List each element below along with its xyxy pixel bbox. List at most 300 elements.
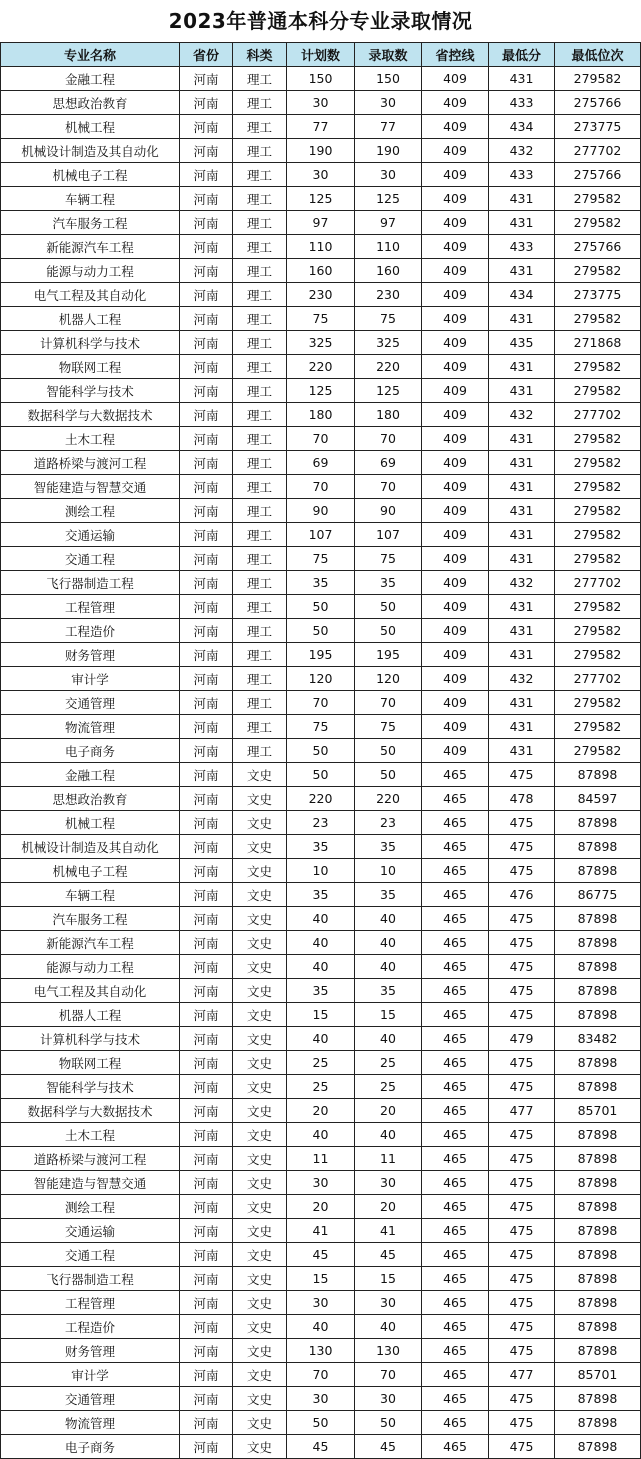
cell-admitted-count: 30	[355, 163, 422, 187]
cell-min-rank: 87898	[555, 835, 641, 859]
cell-min-score: 432	[489, 139, 555, 163]
cell-major: 金融工程	[1, 67, 180, 91]
column-header-min-rank: 最低位次	[555, 43, 641, 67]
cell-plan-count: 50	[287, 763, 355, 787]
cell-min-score: 432	[489, 667, 555, 691]
cell-admitted-count: 40	[355, 931, 422, 955]
cell-category: 文史	[233, 1195, 287, 1219]
admission-table	[0, 42, 641, 1459]
cell-category: 文史	[233, 1291, 287, 1315]
cell-min-rank: 84597	[555, 787, 641, 811]
cell-control-line: 465	[422, 1075, 489, 1099]
cell-admitted-count: 50	[355, 595, 422, 619]
cell-plan-count: 180	[287, 403, 355, 427]
cell-category: 理工	[233, 283, 287, 307]
cell-min-rank: 279582	[555, 67, 641, 91]
cell-min-rank: 277702	[555, 403, 641, 427]
cell-control-line: 409	[422, 259, 489, 283]
cell-min-score: 475	[489, 763, 555, 787]
cell-province: 河南	[180, 307, 233, 331]
table-row	[1, 1411, 641, 1435]
cell-province: 河南	[180, 979, 233, 1003]
cell-min-rank: 87898	[555, 1291, 641, 1315]
cell-control-line: 409	[422, 547, 489, 571]
cell-min-rank: 275766	[555, 235, 641, 259]
cell-control-line: 409	[422, 571, 489, 595]
cell-admitted-count: 190	[355, 139, 422, 163]
cell-major: 工程管理	[1, 595, 180, 619]
cell-admitted-count: 50	[355, 619, 422, 643]
cell-major: 智能科学与技术	[1, 1075, 180, 1099]
cell-admitted-count: 120	[355, 667, 422, 691]
cell-major: 机械电子工程	[1, 859, 180, 883]
cell-major: 机器人工程	[1, 1003, 180, 1027]
table-row	[1, 571, 641, 595]
cell-major: 道路桥梁与渡河工程	[1, 1147, 180, 1171]
cell-min-rank: 87898	[555, 1315, 641, 1339]
cell-min-score: 475	[489, 1123, 555, 1147]
cell-min-score: 475	[489, 1003, 555, 1027]
cell-province: 河南	[180, 475, 233, 499]
cell-plan-count: 125	[287, 187, 355, 211]
column-header-major: 专业名称	[1, 43, 180, 67]
table-row	[1, 1339, 641, 1363]
cell-plan-count: 110	[287, 235, 355, 259]
cell-major: 思想政治教育	[1, 91, 180, 115]
cell-admitted-count: 40	[355, 907, 422, 931]
cell-min-rank: 275766	[555, 91, 641, 115]
cell-min-score: 431	[489, 427, 555, 451]
cell-category: 理工	[233, 499, 287, 523]
cell-control-line: 465	[422, 1387, 489, 1411]
table-row	[1, 1075, 641, 1099]
cell-control-line: 409	[422, 115, 489, 139]
column-header-min-score: 最低分	[489, 43, 555, 67]
table-body	[1, 67, 641, 1459]
cell-plan-count: 125	[287, 379, 355, 403]
cell-admitted-count: 70	[355, 475, 422, 499]
cell-control-line: 409	[422, 715, 489, 739]
cell-min-rank: 279582	[555, 475, 641, 499]
table-row	[1, 235, 641, 259]
cell-province: 河南	[180, 1387, 233, 1411]
cell-plan-count: 40	[287, 1123, 355, 1147]
cell-province: 河南	[180, 187, 233, 211]
cell-category: 文史	[233, 1123, 287, 1147]
cell-plan-count: 40	[287, 931, 355, 955]
cell-category: 文史	[233, 1051, 287, 1075]
cell-plan-count: 40	[287, 1315, 355, 1339]
cell-admitted-count: 40	[355, 955, 422, 979]
cell-admitted-count: 97	[355, 211, 422, 235]
cell-category: 理工	[233, 91, 287, 115]
cell-admitted-count: 15	[355, 1267, 422, 1291]
cell-category: 理工	[233, 643, 287, 667]
cell-major: 机器人工程	[1, 307, 180, 331]
cell-admitted-count: 45	[355, 1435, 422, 1459]
cell-major: 审计学	[1, 667, 180, 691]
cell-province: 河南	[180, 835, 233, 859]
cell-major: 交通管理	[1, 691, 180, 715]
cell-control-line: 465	[422, 1219, 489, 1243]
cell-control-line: 465	[422, 1195, 489, 1219]
cell-min-score: 435	[489, 331, 555, 355]
cell-min-score: 478	[489, 787, 555, 811]
table-row	[1, 499, 641, 523]
cell-major: 测绘工程	[1, 499, 180, 523]
cell-category: 理工	[233, 667, 287, 691]
cell-plan-count: 70	[287, 475, 355, 499]
cell-min-score: 432	[489, 571, 555, 595]
cell-plan-count: 25	[287, 1051, 355, 1075]
cell-min-score: 477	[489, 1363, 555, 1387]
cell-category: 文史	[233, 763, 287, 787]
cell-category: 理工	[233, 403, 287, 427]
cell-major: 能源与动力工程	[1, 955, 180, 979]
table-row	[1, 1219, 641, 1243]
table-row	[1, 427, 641, 451]
cell-min-rank: 87898	[555, 1339, 641, 1363]
cell-major: 测绘工程	[1, 1195, 180, 1219]
cell-plan-count: 35	[287, 835, 355, 859]
cell-province: 河南	[180, 235, 233, 259]
cell-major: 车辆工程	[1, 187, 180, 211]
cell-plan-count: 107	[287, 523, 355, 547]
cell-min-score: 475	[489, 1219, 555, 1243]
table-row	[1, 403, 641, 427]
cell-admitted-count: 40	[355, 1315, 422, 1339]
cell-min-rank: 86775	[555, 883, 641, 907]
table-row	[1, 187, 641, 211]
cell-min-score: 475	[489, 979, 555, 1003]
cell-admitted-count: 220	[355, 787, 422, 811]
cell-control-line: 409	[422, 739, 489, 763]
table-row	[1, 595, 641, 619]
cell-province: 河南	[180, 739, 233, 763]
cell-plan-count: 70	[287, 691, 355, 715]
cell-province: 河南	[180, 859, 233, 883]
cell-min-rank: 279582	[555, 211, 641, 235]
cell-major: 工程管理	[1, 1291, 180, 1315]
cell-category: 理工	[233, 691, 287, 715]
cell-major: 新能源汽车工程	[1, 235, 180, 259]
table-row	[1, 739, 641, 763]
cell-min-rank: 279582	[555, 523, 641, 547]
cell-min-score: 475	[489, 835, 555, 859]
cell-plan-count: 97	[287, 211, 355, 235]
table-row	[1, 811, 641, 835]
cell-plan-count: 23	[287, 811, 355, 835]
cell-admitted-count: 35	[355, 979, 422, 1003]
cell-category: 理工	[233, 427, 287, 451]
cell-min-score: 475	[489, 1147, 555, 1171]
cell-min-score: 431	[489, 451, 555, 475]
cell-category: 理工	[233, 307, 287, 331]
cell-province: 河南	[180, 571, 233, 595]
cell-control-line: 465	[422, 1435, 489, 1459]
table-row	[1, 355, 641, 379]
cell-province: 河南	[180, 883, 233, 907]
cell-plan-count: 160	[287, 259, 355, 283]
table-row	[1, 1195, 641, 1219]
cell-category: 文史	[233, 931, 287, 955]
cell-plan-count: 70	[287, 1363, 355, 1387]
cell-control-line: 465	[422, 1099, 489, 1123]
cell-major: 机械工程	[1, 811, 180, 835]
cell-category: 理工	[233, 619, 287, 643]
cell-category: 文史	[233, 1219, 287, 1243]
cell-plan-count: 40	[287, 955, 355, 979]
table-row	[1, 1147, 641, 1171]
cell-province: 河南	[180, 331, 233, 355]
cell-major: 交通工程	[1, 1243, 180, 1267]
cell-min-score: 475	[489, 1267, 555, 1291]
cell-province: 河南	[180, 715, 233, 739]
cell-major: 机械设计制造及其自动化	[1, 835, 180, 859]
cell-min-score: 431	[489, 307, 555, 331]
table-row	[1, 307, 641, 331]
cell-major: 交通工程	[1, 547, 180, 571]
cell-province: 河南	[180, 403, 233, 427]
cell-min-rank: 279582	[555, 307, 641, 331]
cell-major: 财务管理	[1, 1339, 180, 1363]
cell-category: 理工	[233, 739, 287, 763]
cell-admitted-count: 30	[355, 1171, 422, 1195]
cell-control-line: 409	[422, 355, 489, 379]
table-row	[1, 547, 641, 571]
table-row	[1, 979, 641, 1003]
cell-control-line: 465	[422, 835, 489, 859]
cell-plan-count: 195	[287, 643, 355, 667]
cell-control-line: 409	[422, 235, 489, 259]
cell-min-rank: 83482	[555, 1027, 641, 1051]
cell-category: 理工	[233, 379, 287, 403]
cell-major: 物流管理	[1, 1411, 180, 1435]
table-row	[1, 475, 641, 499]
cell-min-rank: 279582	[555, 643, 641, 667]
cell-admitted-count: 20	[355, 1195, 422, 1219]
cell-province: 河南	[180, 811, 233, 835]
cell-min-score: 479	[489, 1027, 555, 1051]
cell-province: 河南	[180, 1411, 233, 1435]
cell-province: 河南	[180, 643, 233, 667]
header-row	[1, 43, 641, 67]
cell-major: 电子商务	[1, 739, 180, 763]
cell-category: 文史	[233, 1363, 287, 1387]
cell-category: 理工	[233, 115, 287, 139]
cell-admitted-count: 50	[355, 763, 422, 787]
cell-plan-count: 50	[287, 1411, 355, 1435]
cell-major: 飞行器制造工程	[1, 571, 180, 595]
cell-major: 审计学	[1, 1363, 180, 1387]
cell-category: 理工	[233, 571, 287, 595]
cell-min-score: 475	[489, 1387, 555, 1411]
cell-plan-count: 30	[287, 1387, 355, 1411]
cell-category: 理工	[233, 523, 287, 547]
cell-plan-count: 220	[287, 787, 355, 811]
table-row	[1, 955, 641, 979]
cell-admitted-count: 195	[355, 643, 422, 667]
cell-plan-count: 325	[287, 331, 355, 355]
cell-admitted-count: 70	[355, 427, 422, 451]
cell-province: 河南	[180, 1003, 233, 1027]
cell-category: 文史	[233, 859, 287, 883]
cell-min-score: 431	[489, 715, 555, 739]
cell-plan-count: 50	[287, 595, 355, 619]
cell-major: 土木工程	[1, 1123, 180, 1147]
cell-min-score: 431	[489, 619, 555, 643]
table-row	[1, 67, 641, 91]
cell-control-line: 409	[422, 691, 489, 715]
cell-admitted-count: 35	[355, 571, 422, 595]
cell-major: 交通运输	[1, 523, 180, 547]
cell-min-score: 475	[489, 907, 555, 931]
table-row	[1, 379, 641, 403]
cell-plan-count: 35	[287, 979, 355, 1003]
cell-control-line: 465	[422, 811, 489, 835]
cell-plan-count: 75	[287, 547, 355, 571]
cell-min-score: 475	[489, 1051, 555, 1075]
cell-plan-count: 25	[287, 1075, 355, 1099]
cell-min-rank: 87898	[555, 859, 641, 883]
cell-min-score: 431	[489, 547, 555, 571]
cell-min-rank: 279582	[555, 547, 641, 571]
cell-major: 交通管理	[1, 1387, 180, 1411]
cell-min-rank: 87898	[555, 979, 641, 1003]
cell-admitted-count: 130	[355, 1339, 422, 1363]
cell-min-rank: 87898	[555, 1003, 641, 1027]
cell-min-rank: 87898	[555, 1195, 641, 1219]
cell-control-line: 465	[422, 1027, 489, 1051]
cell-plan-count: 30	[287, 1171, 355, 1195]
cell-plan-count: 40	[287, 1027, 355, 1051]
cell-province: 河南	[180, 1099, 233, 1123]
cell-admitted-count: 23	[355, 811, 422, 835]
table-row	[1, 643, 641, 667]
cell-plan-count: 11	[287, 1147, 355, 1171]
cell-province: 河南	[180, 1315, 233, 1339]
cell-province: 河南	[180, 1075, 233, 1099]
cell-min-rank: 279582	[555, 499, 641, 523]
cell-control-line: 409	[422, 523, 489, 547]
table-row	[1, 787, 641, 811]
cell-major: 物流管理	[1, 715, 180, 739]
cell-min-rank: 87898	[555, 1171, 641, 1195]
cell-control-line: 409	[422, 139, 489, 163]
cell-admitted-count: 125	[355, 187, 422, 211]
table-row	[1, 931, 641, 955]
cell-min-rank: 279582	[555, 259, 641, 283]
cell-min-score: 475	[489, 1435, 555, 1459]
cell-category: 理工	[233, 163, 287, 187]
cell-major: 智能建造与智慧交通	[1, 475, 180, 499]
cell-min-rank: 279582	[555, 355, 641, 379]
cell-admitted-count: 220	[355, 355, 422, 379]
cell-admitted-count: 15	[355, 1003, 422, 1027]
cell-admitted-count: 230	[355, 283, 422, 307]
table-row	[1, 1171, 641, 1195]
cell-plan-count: 150	[287, 67, 355, 91]
table-row	[1, 691, 641, 715]
cell-control-line: 409	[422, 475, 489, 499]
cell-major: 智能建造与智慧交通	[1, 1171, 180, 1195]
cell-min-rank: 87898	[555, 955, 641, 979]
cell-category: 理工	[233, 67, 287, 91]
cell-control-line: 409	[422, 307, 489, 331]
cell-control-line: 409	[422, 283, 489, 307]
cell-major: 能源与动力工程	[1, 259, 180, 283]
cell-min-score: 475	[489, 859, 555, 883]
cell-category: 文史	[233, 1243, 287, 1267]
cell-min-rank: 87898	[555, 1075, 641, 1099]
cell-admitted-count: 25	[355, 1051, 422, 1075]
cell-control-line: 465	[422, 763, 489, 787]
cell-admitted-count: 70	[355, 1363, 422, 1387]
table-row	[1, 1123, 641, 1147]
cell-min-score: 434	[489, 115, 555, 139]
cell-major: 车辆工程	[1, 883, 180, 907]
cell-major: 计算机科学与技术	[1, 1027, 180, 1051]
cell-min-rank: 279582	[555, 187, 641, 211]
cell-control-line: 465	[422, 907, 489, 931]
cell-plan-count: 120	[287, 667, 355, 691]
cell-major: 数据科学与大数据技术	[1, 403, 180, 427]
cell-min-rank: 271868	[555, 331, 641, 355]
cell-category: 理工	[233, 331, 287, 355]
cell-control-line: 465	[422, 1171, 489, 1195]
table-row	[1, 115, 641, 139]
cell-province: 河南	[180, 763, 233, 787]
cell-major: 计算机科学与技术	[1, 331, 180, 355]
table-row	[1, 451, 641, 475]
cell-control-line: 409	[422, 619, 489, 643]
cell-admitted-count: 180	[355, 403, 422, 427]
cell-control-line: 465	[422, 931, 489, 955]
cell-province: 河南	[180, 1339, 233, 1363]
cell-major: 土木工程	[1, 427, 180, 451]
cell-admitted-count: 150	[355, 67, 422, 91]
cell-min-score: 475	[489, 955, 555, 979]
cell-min-rank: 87898	[555, 1219, 641, 1243]
cell-major: 电气工程及其自动化	[1, 283, 180, 307]
cell-min-rank: 279582	[555, 427, 641, 451]
cell-plan-count: 41	[287, 1219, 355, 1243]
cell-control-line: 409	[422, 643, 489, 667]
cell-min-score: 475	[489, 1291, 555, 1315]
cell-category: 文史	[233, 1003, 287, 1027]
cell-min-score: 475	[489, 931, 555, 955]
cell-admitted-count: 45	[355, 1243, 422, 1267]
cell-category: 文史	[233, 979, 287, 1003]
cell-admitted-count: 77	[355, 115, 422, 139]
cell-min-score: 431	[489, 67, 555, 91]
cell-min-rank: 87898	[555, 1411, 641, 1435]
table-row	[1, 259, 641, 283]
cell-province: 河南	[180, 667, 233, 691]
cell-min-rank: 87898	[555, 931, 641, 955]
cell-control-line: 409	[422, 187, 489, 211]
cell-province: 河南	[180, 1027, 233, 1051]
cell-control-line: 465	[422, 1123, 489, 1147]
cell-min-score: 431	[489, 475, 555, 499]
cell-min-score: 475	[489, 1171, 555, 1195]
cell-min-score: 431	[489, 187, 555, 211]
cell-min-rank: 85701	[555, 1099, 641, 1123]
cell-control-line: 465	[422, 1243, 489, 1267]
cell-min-score: 475	[489, 1075, 555, 1099]
cell-control-line: 409	[422, 379, 489, 403]
table-row	[1, 715, 641, 739]
